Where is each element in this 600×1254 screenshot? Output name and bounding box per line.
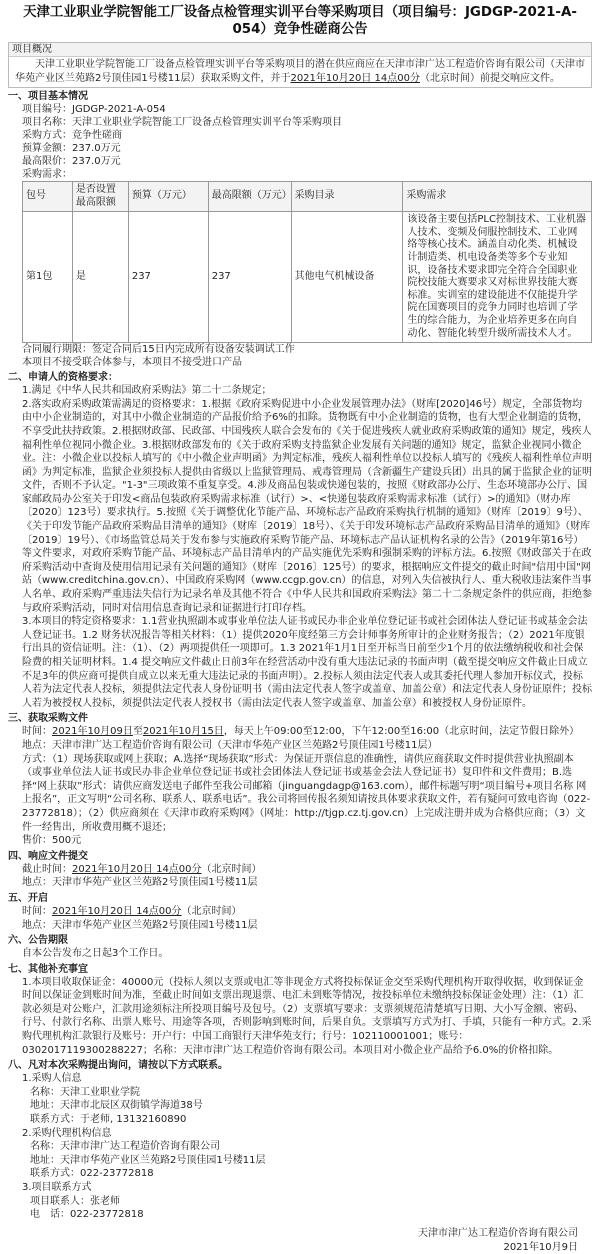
overview-box [8, 42, 592, 88]
obtain-time-tail: ，每天上午09:00至12:00，下午12:00至16:00（北京时间，法定节假日除外） [223, 726, 580, 738]
purchaser-name: 名称：天津工业职业学院 [30, 1086, 140, 1098]
submit-deadline-label: 截止时间： [22, 863, 72, 875]
overview-text-1: 天津工业职业学院智能工厂设备点检管理实训平台等采购项目的潜在供应商应在天津市津广达工程造价咨询有限公司（天津市华苑产业区兰苑路2号顶佳园1号楼11层）获取采购文件，并于 [15, 59, 585, 84]
signature-block [418, 1227, 578, 1254]
agency-name: 名称：天津市津广达工程造价咨询有限公司 [30, 1141, 220, 1153]
basic-demand-label: 采购需求： [22, 169, 72, 180]
overview-deadline: 2021年10月20日 14点00分 [290, 72, 420, 84]
agency-address: 地址：天津市华苑产业区兰苑路2号顶佳园1号楼11层 [30, 1154, 266, 1166]
submit-deadline-value: 2021年10月20日 14点00分 [72, 863, 202, 875]
basic-project-no: 项目编号：JGDGP-2021-A-054 [22, 104, 166, 115]
th-max-limit: 最高限额（万元） [208, 182, 291, 212]
agency-contact: 联系方式：022-23772818 [30, 1168, 154, 1180]
obtain-time-label: 时间： [22, 726, 52, 738]
section-open-heading: 五、开启 [8, 892, 48, 904]
obtain-time-mid: 至 [132, 726, 143, 738]
basic-budget: 预算金额：237.0万元 [22, 143, 121, 154]
package-table [22, 181, 592, 343]
th-budget: 预算（万元） [128, 182, 208, 212]
section-other-heading: 七、其他补充事宜 [8, 963, 88, 975]
section-basic-heading: 一、项目基本情况 [8, 91, 88, 102]
package-table-header [23, 182, 592, 212]
obtain-time-start: 2021年10月09日 [52, 726, 133, 738]
notice-period: 自本公告发布之日起3个工作日。 [22, 948, 169, 960]
cell-catalog: 其他电气机械设备 [291, 212, 403, 343]
cell-limit-set: 是 [72, 212, 128, 343]
obtain-time [8, 725, 592, 739]
purchaser-contact: 联系方式：于老师, 13132160890 [30, 1114, 187, 1126]
obtain-price: 售价：500元 [22, 835, 82, 847]
project-contact-title: 3.项目联系方式 [22, 1182, 92, 1193]
submit-deadline [8, 863, 592, 877]
joint-bid-note: 本项目不接受联合体参与，本项目不接受进口产品 [22, 357, 242, 369]
th-catalog: 采购目录 [291, 182, 403, 212]
submit-place: 地点：天津市华苑产业区兰苑路2号顶佳园1号楼11层 [22, 877, 258, 889]
project-contact-phone: 电 话：022-23772818 [30, 1209, 144, 1221]
cell-budget: 237 [128, 212, 208, 343]
obtain-method: 方式：（1）现场获取或网上获取；A.选择“现场获取”形式：为保证开票信息的准确性，请供应商获取文件时提供营业执照副本（或事业单位法人证书或民办非企业单位登记证书或社会团体法人登记证书或基金会法人登记证书）复印件和文件费用；B.选择“网上获取”形式：请供应商发送电子邮件至我公司邮箱（jinguangdagp@163.com），邮件标题写明“项目编号+项目名称 网上报名”，正文写明“公司名称、联系人、联系电话”。我公司将回传报名须知请按具体要求获取文件，若有疑问可致电咨询（022-23772818）；（2）供应商须在《天津市政府采购网》（网址：http://tjgp.cz.tj.gov.cn）上完成注册并成为合格供应商；（3）文件一经售出，所收费用概不退还； [22, 753, 591, 833]
th-package-no: 包号 [23, 182, 73, 212]
obtain-time-end: 2021年10月15日 [142, 726, 224, 738]
project-contact-person: 项目联系人：张老师 [30, 1195, 120, 1207]
section-contact-heading: 八、凡对本次采购提出询问，请按以下方式联系。 [8, 1060, 228, 1072]
basic-max-price: 最高限价：237.0万元 [22, 156, 121, 167]
purchaser-title: 1.采购人信息 [22, 1073, 82, 1085]
overview-text [9, 57, 591, 87]
qualification-p2: 2.落实政府采购政策需满足的资格要求：1.根据《政府采购促进中小企业发展管理办法》（财库[2020]46号）规定，全部货物均由中小企业制造的，对其中小微企业制造的产品报价给予6%的扣除。货物既有中小企业制造的货物，也有大型企业制造的货物，不享受此扶持政策。2.根据财政部、民政部、中国残疾人联合会发布的《关于促进残疾人就业政府采购政策的通知》规定，残疾人福利性单位视同小微企业。3.根据财政部发布的《关于政府采购支持监狱企业发展有关问题的通知》规定，监狱企业视同小微企业。注：小微企业以投标人填写的《中小微企业声明函》为判定标准，残疾人福利性单位以投标人填写的《残疾人福利性单位声明函》为判定标准，监狱企业须投标人提供由省级以上监狱管理局、戒毒管理局（含新疆生产建设兵团）出具的属于监狱企业的证明文件，否则不予认定。"1-3"三项政策不重复享受。4.涉及商品包装或快递包装的，按照《财政部办公厅、生态环境部办公厅、国家邮政局办公室关于印发<商品包装政府采购需求标准（试行）>、<快递包装政府采购需求标准（试行）>的通知》（财办库〔2020〕123号）要求执行。5.按照《关于调整优化节能产品、环境标志产品政府采购执行机制的通知》（财库〔2019〕9号）、《关于印发节能产品政府采购品目清单的通知》（财库〔2019〕18号）、《关于印发环境标志产品政府采购品目清单的通知》（财库〔2019〕19号）、《市场监管总局关于发布参与实施政府采购节能产品、环境标志产品认证机构名录的公告》（2019年第16号）等文件要求，对政府采购节能产品、环境标志产品目清单内的产品实施优先采购和强制采购的评标方法。6.按照《财政部关于在政府采购活动中查询及使用信用记录有关问题的通知》（财库〔2016〕125号）的要求，根据响应文件提交的截止时间"信用中国"网站（www.creditchina.gov.cn）、中国政府采购网（www.ccgp.gov.cn）的信息，对列入失信被执行人、重大税收违法案件当事人名单、政府采购严重违法失信行为记录名单及其他不符合《中华人民共和国政府采购法》第二十二条规定条件的供应商，拒绝参与政府采购活动，同时对信用信息查询记录和证据进行打印存档。 [22, 398, 592, 614]
basic-project-name: 项目名称：天津工业职业学院智能工厂设备点检管理实训平台等采购项目 [22, 117, 342, 128]
cell-max-limit: 237 [208, 212, 291, 343]
section-notice-heading: 六、公告期限 [8, 935, 68, 947]
contract-period: 合同履行期限：签定合同后15日内完成所有设备安装调试工作 [22, 344, 295, 356]
open-time-label: 时间： [22, 905, 52, 917]
section-submit-heading: 四、响应文件提交 [8, 850, 88, 862]
submit-deadline-tail: （北京时间） [201, 863, 262, 875]
obtain-place: 地点：天津市津广达工程造价咨询有限公司（天津市华苑产业区兰苑路2号顶佳园1号楼11层） [22, 739, 438, 751]
open-time-value: 2021年10月20日 14点00分 [52, 905, 182, 917]
section-obtain-heading: 三、获取采购文件 [8, 713, 88, 725]
purchaser-address: 地址：天津市北辰区双街镇学海道38号 [30, 1100, 203, 1112]
other-text: 1.本项目收取保证金：40000元（投标人须以支票或电汇等非现金方式将投标保证金交至采购代理机构开取得收据，收到保证金时间以保证金到账时间为准，至截止时间如支票出现退票、电汇未到账等情况，按投标单位未缴纳投标保证金处理）注：（1）汇款必须是对公账户，汇款用途须标注所投项目编号及包号。（2）支票填写要求：支票须规范清楚填写日期、大小写金额、密码、行号、付款行名称、出票人账号、用途等各项，否则影响到账时间，后果自负。支票填写方式为打、手填，只能有一种方式。2.采购代理机构汇款银行及账号：开户行：中国工商银行天津华苑支行；行号：102110001001；账号：0302017119300288227；名称：天津市津广达工程造价咨询有限公司。本项目对小微企业产品给予6.0%的价格扣除。 [22, 976, 592, 1056]
overview-text-2: （北京时间）前提交响应文件。 [419, 72, 560, 84]
table-row [23, 212, 592, 343]
section-qualification-heading: 二、申请人的资格要求： [8, 372, 118, 384]
th-demand: 采购需求 [403, 182, 592, 212]
open-time [8, 905, 592, 919]
qualification-p3: 3.本项目的特定资格要求：1.1营业执照副本或事业单位法人证书或民办非企业单位登记证书或社会团体法人登记证书或基金会法人登记证书。1.2 财务状况报告等相关材料：（1）提供2020年度经第三方会计师事务所审计的企业财务报告；（2）2021年度银行出具的资信证明。注：（1）、（2）两项提供任一项即可。1.3 2021年1月1日至开标当日前至少1个月的依法缴纳税收和社会保险费的相关证明材料。1.4 提交响应文件截止日前3年在经营活动中没有重大违法记录的书面声明（截至提交响应文件截止日成立不足3年的供应商可提供自成立以来无重大违法记录的书面声明）。2.投标人须由法定代表人或其委托代理人参加开标仪式，投标人若为法定代表人投标，须提供法定代表人身份证明书（需由法定代表人签字或盖章、加盖公章）和法定代表人身份证原件；投标人若为被授权人投标，须提供法定代表人授权书（需由法定代表人签字或盖章、加盖公章）和被授权人身份证原件。 [22, 616, 592, 709]
open-time-tail: （北京时间） [181, 905, 242, 917]
cell-package-no: 第1包 [23, 212, 73, 343]
qualification-p1: 1.满足《中华人民共和国政府采购法》第二十二条规定； [22, 385, 272, 397]
cell-demand: 该设备主要包括PLC控制技术、工业机器人技术、变频及伺服控制技术、工业网络等核心技术。涵盖自动化类、机械设计制造类、机电设备类等多个专业知识，设备技术要求即完全符合全国职业院校技能大赛要求又对标世界技能大赛标准。实训室的建设能进不仅能提升学院在国赛项目的竞争力同时也培训了学生的综合能力，为企业培养更多在向自动化、智能化转型升级所需技术人才。 [403, 212, 592, 343]
agency-title: 2.采购代理机构信息 [22, 1127, 112, 1139]
open-place: 地点：天津市华苑产业区兰苑路2号顶佳园1号楼11层 [22, 919, 258, 931]
signature-company: 天津市津广达工程造价咨询有限公司 [418, 1228, 578, 1239]
signature-date: 2021年10月9日 [503, 1241, 578, 1253]
th-limit-set: 是否设置最高限额 [72, 182, 128, 212]
overview-heading: 项目概况 [9, 43, 591, 57]
announcement-title: 天津工业职业学院智能工厂设备点检管理实训平台等采购项目（项目编号：JGDGP-2021-A-054）竞争性磋商公告 [23, 5, 577, 37]
basic-method: 采购方式：竞争性磋商 [22, 130, 122, 141]
